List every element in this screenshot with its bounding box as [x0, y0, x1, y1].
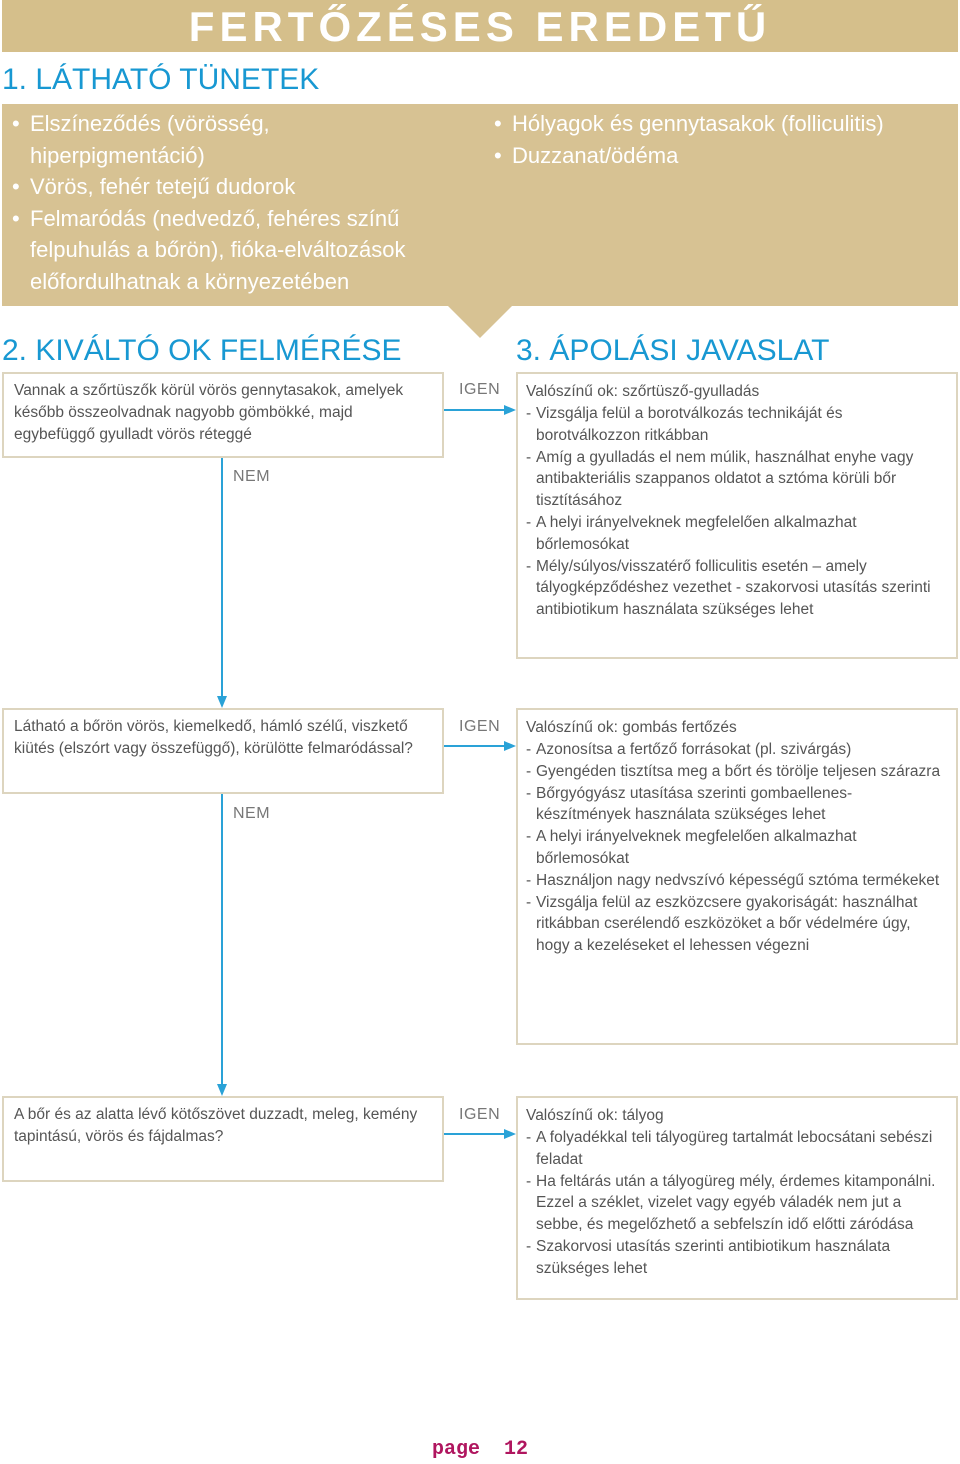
symptoms-list-left: [2, 108, 442, 297]
answer-item: - Szakorvosi utasítás szerinti antibiotikum használata szükséges lehet: [526, 1236, 946, 1280]
answer-item: - Ha feltárás után a tályogüreg mély, érdemes kitamponálni. Ezzel a széklet, vizelet vagy egyéb váladék nem jut a sebbe, és megelőzhető a sebfelszín idő előtti záródása: [526, 1171, 946, 1236]
symptom-item: • Duzzanat/ödéma: [484, 140, 944, 172]
answer-box: [516, 372, 958, 659]
section-3-heading: 3. ÁPOLÁSI JAVASLAT: [516, 334, 830, 367]
answer-item: - A helyi irányelveknek megfelelően alkalmazhat bőrlemosókat: [526, 826, 946, 870]
question-box: [2, 372, 444, 458]
symptom-item: • Elszíneződés (vörösség, hiperpigmentáció): [2, 108, 442, 171]
answer-item: - A folyadékkal teli tályogüreg tartalmát lebocsátani sebészi feladat: [526, 1127, 946, 1171]
question-text: A bőr és az alatta lévő kötőszövet duzzadt, meleg, kemény tapintású, vörös és fájdalmas?: [14, 1106, 418, 1145]
arrow-right-icon: [504, 741, 516, 751]
no-connector-line: [221, 794, 223, 1084]
answer-item: - Használjon nagy nedvszívó képességű sztóma termékeket: [526, 870, 946, 892]
symptom-item: • Hólyagok és gennytasakok (folliculitis): [484, 108, 944, 140]
answer-list: [526, 739, 946, 957]
answer-item: - Mély/súlyos/visszatérő folliculitis esetén – amely tályogképződéshez vezethet - szakorvosi utasítás szerinti antibiotikum használata szükséges lehet: [526, 556, 946, 621]
answer-list: [526, 403, 946, 621]
answer-list: [526, 1127, 946, 1280]
answer-title: Valószínű ok: tályog: [526, 1107, 664, 1124]
answer-item: - Azonosítsa a fertőző forrásokat (pl. szivárgás): [526, 739, 946, 761]
section-2-heading: 2. KIVÁLTÓ OK FELMÉRÉSE: [2, 334, 402, 367]
answer-title: Valószínű ok: gombás fertőzés: [526, 719, 737, 736]
answer-box: [516, 708, 958, 1045]
answer-item: - Vizsgálja felül a borotválkozás technikáját és borotválkozzon ritkábban: [526, 403, 946, 447]
page-number: page 12: [431, 1438, 528, 1461]
question-text: Vannak a szőrtüszők körül vörös gennytasakok, amelyek később összeolvadnak nagyobb gömbökké, majd egybefüggő gyulladt vörös réteggé: [14, 382, 404, 443]
answer-box: [516, 1096, 958, 1300]
answer-item: - Gyengéden tisztítsa meg a bőrt és törölje teljesen szárazra: [526, 761, 946, 783]
answer-item: - Amíg a gyulladás el nem múlik, használhat enyhe vagy antibakteriális szappanos oldatot a sztóma körüli bőr tisztításához: [526, 447, 946, 512]
page-title: FERTŐZÉSES EREDETŰ: [188, 3, 772, 50]
symptom-item: • Vörös, fehér tetejű dudorok: [2, 171, 442, 203]
question-text: Látható a bőrön vörös, kiemelkedő, hámló szélű, viszkető kiütés (elszórt vagy összefüggő), körülötte felmaródással?: [14, 718, 413, 757]
symptom-item: • Felmaródás (nedvedző, fehéres színű felpuhulás a bőrön), fióka-elváltozások előfordulhatnak a környezetében: [2, 203, 442, 298]
answer-item: - Bőrgyógyász utasítása szerinti gombaellenes-készítmények használata szükséges lehet: [526, 783, 946, 827]
question-box: [2, 1096, 444, 1182]
yes-label: IGEN: [459, 718, 501, 735]
answer-title: Valószínű ok: szőrtüsző-gyulladás: [526, 383, 760, 400]
answer-item: - A helyi irányelveknek megfelelően alkalmazhat bőrlemosókat: [526, 512, 946, 556]
arrow-down-icon: [217, 1084, 227, 1096]
yes-label: IGEN: [459, 381, 501, 398]
no-label: NEM: [233, 805, 271, 822]
symptoms-pointer: [448, 306, 512, 338]
yes-connector-line: [444, 1133, 504, 1135]
question-box: [2, 708, 444, 794]
no-label: NEM: [233, 468, 271, 485]
yes-label: IGEN: [459, 1106, 501, 1123]
symptoms-list-right: [484, 108, 944, 171]
arrow-right-icon: [504, 405, 516, 415]
answer-item: - Vizsgálja felül az eszközcsere gyakoriságát: használhat ritkábban cserélendő eszközöket a bőr védelmére úgy, hogy a kezeléseket el lehessen végezni: [526, 892, 946, 957]
arrow-down-icon: [217, 696, 227, 708]
section-1-heading: 1. LÁTHATÓ TÜNETEK: [2, 63, 320, 96]
yes-connector-line: [444, 745, 504, 747]
no-connector-line: [221, 458, 223, 696]
arrow-right-icon: [504, 1129, 516, 1139]
yes-connector-line: [444, 409, 504, 411]
